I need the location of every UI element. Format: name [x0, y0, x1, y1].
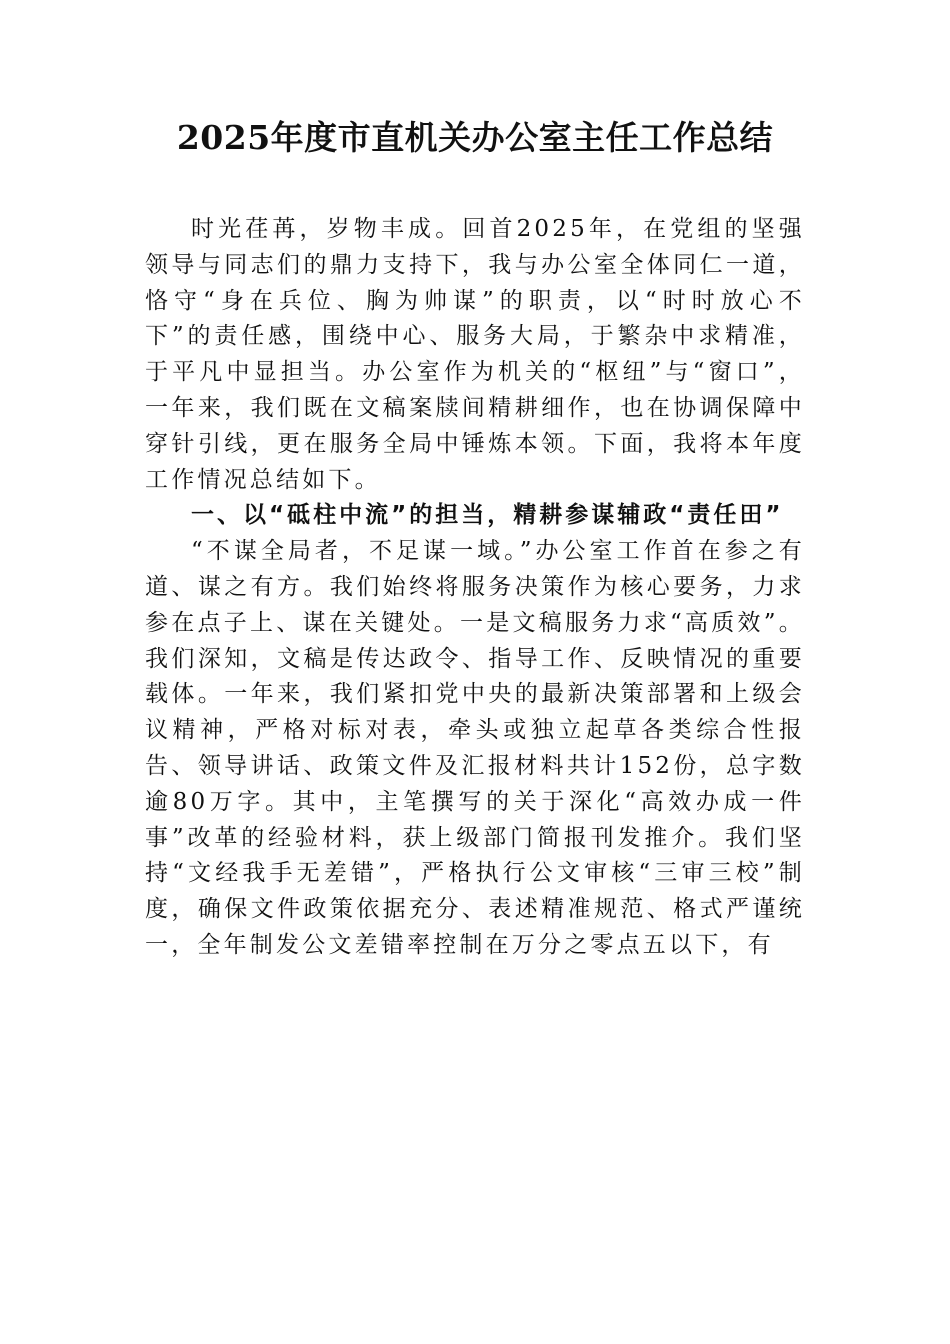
section-1-paragraph: “不谋全局者，不足谋一域。”办公室工作首在参之有道、谋之有方。我们始终将服务决策作为核心要务，力求参在点子上、谋在关键处。一是文稿服务力求“高质效”。我们深知，文稿是传达政令、指导工作、反映情况的重要载体。一年来，我们紧扣党中央的最新决策部署和上级会议精神，严格对标对表，牵头或独立起草各类综合性报告、领导讲话、政策文件及汇报材料共计152份，总字数逾80万字。其中，主笔撰写的关于深化“高效办成一件事”改革的经验材料，获上级部门简报刊发推介。我们坚持“文经我手无差错”，严格执行公文审核“三审三校”制度，确保文件政策依据充分、表述精准规范、格式严谨统一，全年制发公文差错率控制在万分之零点五以下，有	[145, 538, 805, 958]
document-body	[145, 212, 805, 964]
intro-paragraph: 时光荏苒，岁物丰成。回首2025年，在党组的坚强领导与同志们的鼎力支持下，我与办公室全体同仁一道，恪守“身在兵位、胸为帅谋”的职责，以“时时放心不下”的责任感，围绕中心、服务大局，于繁杂中求精准，于平凡中显担当。办公室作为机关的“枢纽”与“窗口”，一年来，我们既在文稿案牍间精耕细作，也在协调保障中穿针引线，更在服务全局中锤炼本领。下面，我将本年度工作情况总结如下。	[145, 216, 805, 493]
section-heading-1: 一、以“砥柱中流”的担当，精耕参谋辅政“责任田”	[191, 502, 784, 529]
document-title: 2025年度市直机关办公室主任工作总结	[176, 118, 774, 157]
